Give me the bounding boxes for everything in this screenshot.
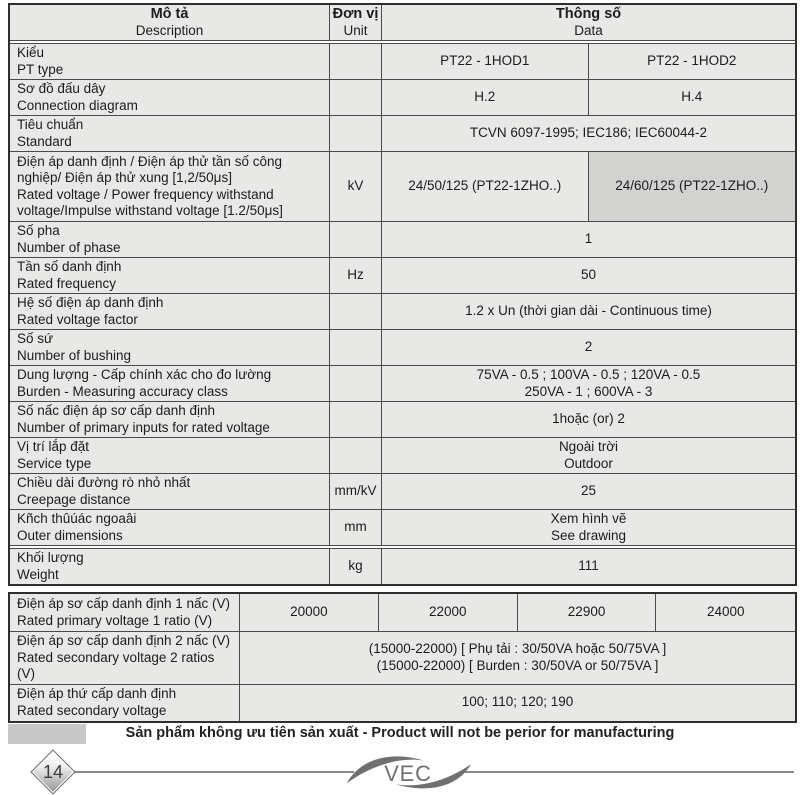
unit-cell xyxy=(330,549,382,584)
ratio-value-3: 22900 xyxy=(567,604,606,620)
unit-cell xyxy=(330,44,382,79)
value-cell xyxy=(382,474,795,509)
unit-cell xyxy=(330,294,382,329)
header-data-en: Data xyxy=(574,22,603,38)
header-description-cell xyxy=(10,5,330,40)
desc-vi: Tần số danh định xyxy=(17,259,122,274)
desc-vi: Chiều dài đường rò nhỏ nhất xyxy=(17,475,191,490)
desc-vi: Số nấc điện áp sơ cấp danh định xyxy=(17,403,215,418)
header-description-vi: Mô tả xyxy=(150,6,189,22)
ratio-value-4: 24000 xyxy=(706,604,745,620)
data-cells xyxy=(382,44,795,79)
value-cell xyxy=(382,116,795,151)
desc-en: PT type xyxy=(17,61,64,77)
desc-en: Standard xyxy=(17,133,72,149)
value-line-1: Ngoài trời xyxy=(558,439,619,454)
unit-cell xyxy=(330,258,382,293)
desc-cell xyxy=(10,330,330,365)
spec-table-header xyxy=(10,5,795,40)
value-cell xyxy=(382,330,795,365)
desc-vi: Khối lượng xyxy=(17,550,84,565)
desc-en: Rated voltage factor xyxy=(17,311,138,327)
unit-cell xyxy=(330,510,382,545)
desc-cell xyxy=(10,294,330,329)
unit-cell xyxy=(330,366,382,401)
desc-cell xyxy=(10,366,330,401)
desc-cell xyxy=(10,632,240,684)
desc-en: Outer dimensions xyxy=(17,527,123,543)
header-data-cell xyxy=(382,5,795,40)
value: 100; 110; 120; 190 xyxy=(461,694,574,710)
desc-cell xyxy=(10,474,330,509)
value-line-1: 75VA - 0.5 ; 100VA - 0.5 ; 120VA - 0.5 xyxy=(476,367,701,382)
value-cell xyxy=(240,632,795,684)
data-cells xyxy=(382,152,795,221)
value-cell xyxy=(382,366,795,401)
desc-vi: Điện áp sơ cấp danh định 2 nấc (V) xyxy=(17,633,230,648)
row-rated-voltage xyxy=(10,151,795,221)
value: 1 xyxy=(584,231,593,247)
unit-value: mm xyxy=(344,519,367,535)
footer-rule-right xyxy=(464,771,794,773)
desc-en: Burden - Measuring accuracy class xyxy=(17,383,228,399)
row-creepage-distance xyxy=(10,473,795,509)
header-unit-vi: Đơn vị xyxy=(332,6,379,22)
ratio-value-2: 22000 xyxy=(428,604,467,620)
desc-vi: Hệ số điện áp danh định xyxy=(17,295,164,310)
unit-cell xyxy=(330,80,382,115)
note-text: Sản phẩm không ưu tiên sản xuất - Product will not be perior for manufacturing xyxy=(125,725,675,741)
ratio-value-cell-2 xyxy=(379,594,518,631)
logo-text: VEC xyxy=(384,760,432,786)
value-cell-1 xyxy=(382,44,589,79)
value-line-2: 250VA - 1 ; 600VA - 3 xyxy=(524,383,653,399)
row-primary-voltage-1 xyxy=(10,594,795,631)
unit-value: kg xyxy=(348,558,363,574)
value: TCVN 6097-1995; IEC186; IEC60044-2 xyxy=(469,125,708,141)
desc-vi: Tiêu chuẩn xyxy=(17,117,84,132)
value-cell xyxy=(382,549,795,584)
unit-cell xyxy=(330,330,382,365)
desc-vi: Điện áp danh định / Điện áp thử tần số công nghiệp/ Điện áp thử xung [1,2/50μs] xyxy=(17,153,282,185)
value-cell xyxy=(382,222,795,257)
value-line-2: See drawing xyxy=(550,527,627,543)
desc-en: Number of phase xyxy=(17,239,121,255)
desc-cell xyxy=(10,80,330,115)
desc-en: Number of bushing xyxy=(17,347,132,363)
desc-en: Number of primary inputs for rated voltage xyxy=(17,419,270,435)
desc-vi: Điện áp thứ cấp danh định xyxy=(17,686,177,701)
desc-cell xyxy=(10,222,330,257)
desc-vi: Điện áp sơ cấp danh định 1 nấc (V) xyxy=(17,596,230,611)
row-number-of-phase xyxy=(10,221,795,257)
unit-cell xyxy=(330,222,382,257)
unit-cell xyxy=(330,116,382,151)
desc-cell xyxy=(10,685,240,721)
unit-value: kV xyxy=(347,178,364,194)
row-outer-dimensions xyxy=(10,509,795,545)
desc-en: Service type xyxy=(17,455,92,471)
value-cell xyxy=(382,438,795,473)
desc-en: Rated secondary voltage 2 ratios (V) xyxy=(17,649,215,681)
desc-en: Rated primary voltage 1 ratio (V) xyxy=(17,612,213,628)
row-connection-diagram xyxy=(10,79,795,115)
page-number: 14 xyxy=(42,761,64,782)
ratio-value-1: 20000 xyxy=(290,604,328,620)
page-footer xyxy=(0,748,800,791)
value-cell-2 xyxy=(589,80,796,115)
value-cell xyxy=(382,510,795,545)
desc-cell xyxy=(10,152,330,221)
unit-value: Hz xyxy=(347,267,364,283)
desc-cell xyxy=(10,549,330,584)
desc-en: Rated frequency xyxy=(17,275,117,291)
desc-vi: Dung lượng - Cấp chính xác cho đo lường xyxy=(17,367,272,382)
desc-vi: Kñch thûúác ngoaâi xyxy=(17,511,137,526)
value-1: H.2 xyxy=(474,89,496,105)
desc-vi: Vị trí lắp đặt xyxy=(17,439,90,454)
desc-cell xyxy=(10,44,330,79)
desc-cell xyxy=(10,116,330,151)
header-unit-en: Unit xyxy=(343,22,368,38)
ratio-value-cell-3 xyxy=(518,594,657,631)
desc-en: Creepage distance xyxy=(17,491,131,507)
vec-logo xyxy=(338,749,478,795)
header-data-vi: Thông số xyxy=(555,6,622,22)
value-line-1: (15000-22000) [ Phụ tải : 30/50VA hoặc 50/75VA ] xyxy=(368,641,667,657)
row-burden-accuracy xyxy=(10,365,795,401)
unit-cell xyxy=(330,474,382,509)
row-pt-type xyxy=(10,43,795,79)
manufacturing-note xyxy=(8,723,792,745)
row-service-type xyxy=(10,437,795,473)
ratio-value-cell-1 xyxy=(240,594,379,631)
unit-value: mm/kV xyxy=(334,483,377,499)
unit-cell xyxy=(330,438,382,473)
value-cell-2 xyxy=(589,44,796,79)
desc-cell xyxy=(10,258,330,293)
value-1: PT22 - 1HOD1 xyxy=(440,53,530,69)
unit-cell xyxy=(330,402,382,437)
spec-table xyxy=(8,3,797,586)
row-standard xyxy=(10,115,795,151)
desc-cell xyxy=(10,402,330,437)
row-rated-voltage-factor xyxy=(10,293,795,329)
desc-cell xyxy=(10,594,240,631)
desc-vi: Kiểu xyxy=(17,45,45,60)
value: 25 xyxy=(580,483,597,499)
row-secondary-voltage xyxy=(10,684,795,721)
desc-cell xyxy=(10,438,330,473)
row-rated-frequency xyxy=(10,257,795,293)
ratio-value-cell-4 xyxy=(656,594,795,631)
row-weight xyxy=(10,548,795,584)
value-cell xyxy=(382,294,795,329)
value-2: 24/60/125 (PT22-1ZHO..) xyxy=(615,178,769,194)
header-description-en: Description xyxy=(135,22,204,38)
desc-vi: Số sứ xyxy=(17,331,54,346)
value-1: 24/50/125 (PT22-1ZHO..) xyxy=(408,178,562,194)
value-cell-2-highlighted xyxy=(589,152,796,221)
value-cell xyxy=(382,402,795,437)
desc-cell xyxy=(10,510,330,545)
value-cell-1 xyxy=(382,80,589,115)
value-line-1: Xem hình vẽ xyxy=(550,511,627,526)
ratio-table xyxy=(8,592,797,723)
desc-en: Rated voltage / Power frequency withstand voltage/Impulse withstand voltage [1.2/50μs] xyxy=(17,186,283,218)
row-primary-inputs xyxy=(10,401,795,437)
value: 50 xyxy=(580,267,597,283)
desc-en: Rated secondary voltage xyxy=(17,702,167,718)
desc-en: Connection diagram xyxy=(17,97,138,113)
value-cell-1 xyxy=(382,152,589,221)
value: 1.2 x Un (thời gian dài - Continuous time) xyxy=(465,303,712,319)
value-2: PT22 - 1HOD2 xyxy=(647,53,737,69)
value: 111 xyxy=(578,558,599,574)
row-number-of-bushing xyxy=(10,329,795,365)
value: 1hoặc (or) 2 xyxy=(552,411,625,427)
value-cell xyxy=(240,685,795,721)
data-cells xyxy=(382,80,795,115)
value: 2 xyxy=(584,339,593,355)
desc-vi: Số pha xyxy=(17,223,60,238)
unit-cell xyxy=(330,152,382,221)
value-line-2: (15000-22000) [ Burden : 30/50VA or 50/75VA ] xyxy=(376,657,659,673)
desc-vi: Sơ đồ đấu dây xyxy=(17,81,106,96)
value-cell xyxy=(382,258,795,293)
footer-rule-left xyxy=(58,771,354,773)
desc-en: Weight xyxy=(17,566,59,582)
value-line-2: Outdoor xyxy=(564,455,613,471)
header-unit-cell xyxy=(330,5,382,40)
row-primary-voltage-2 xyxy=(10,631,795,684)
value-2: H.4 xyxy=(681,89,703,105)
